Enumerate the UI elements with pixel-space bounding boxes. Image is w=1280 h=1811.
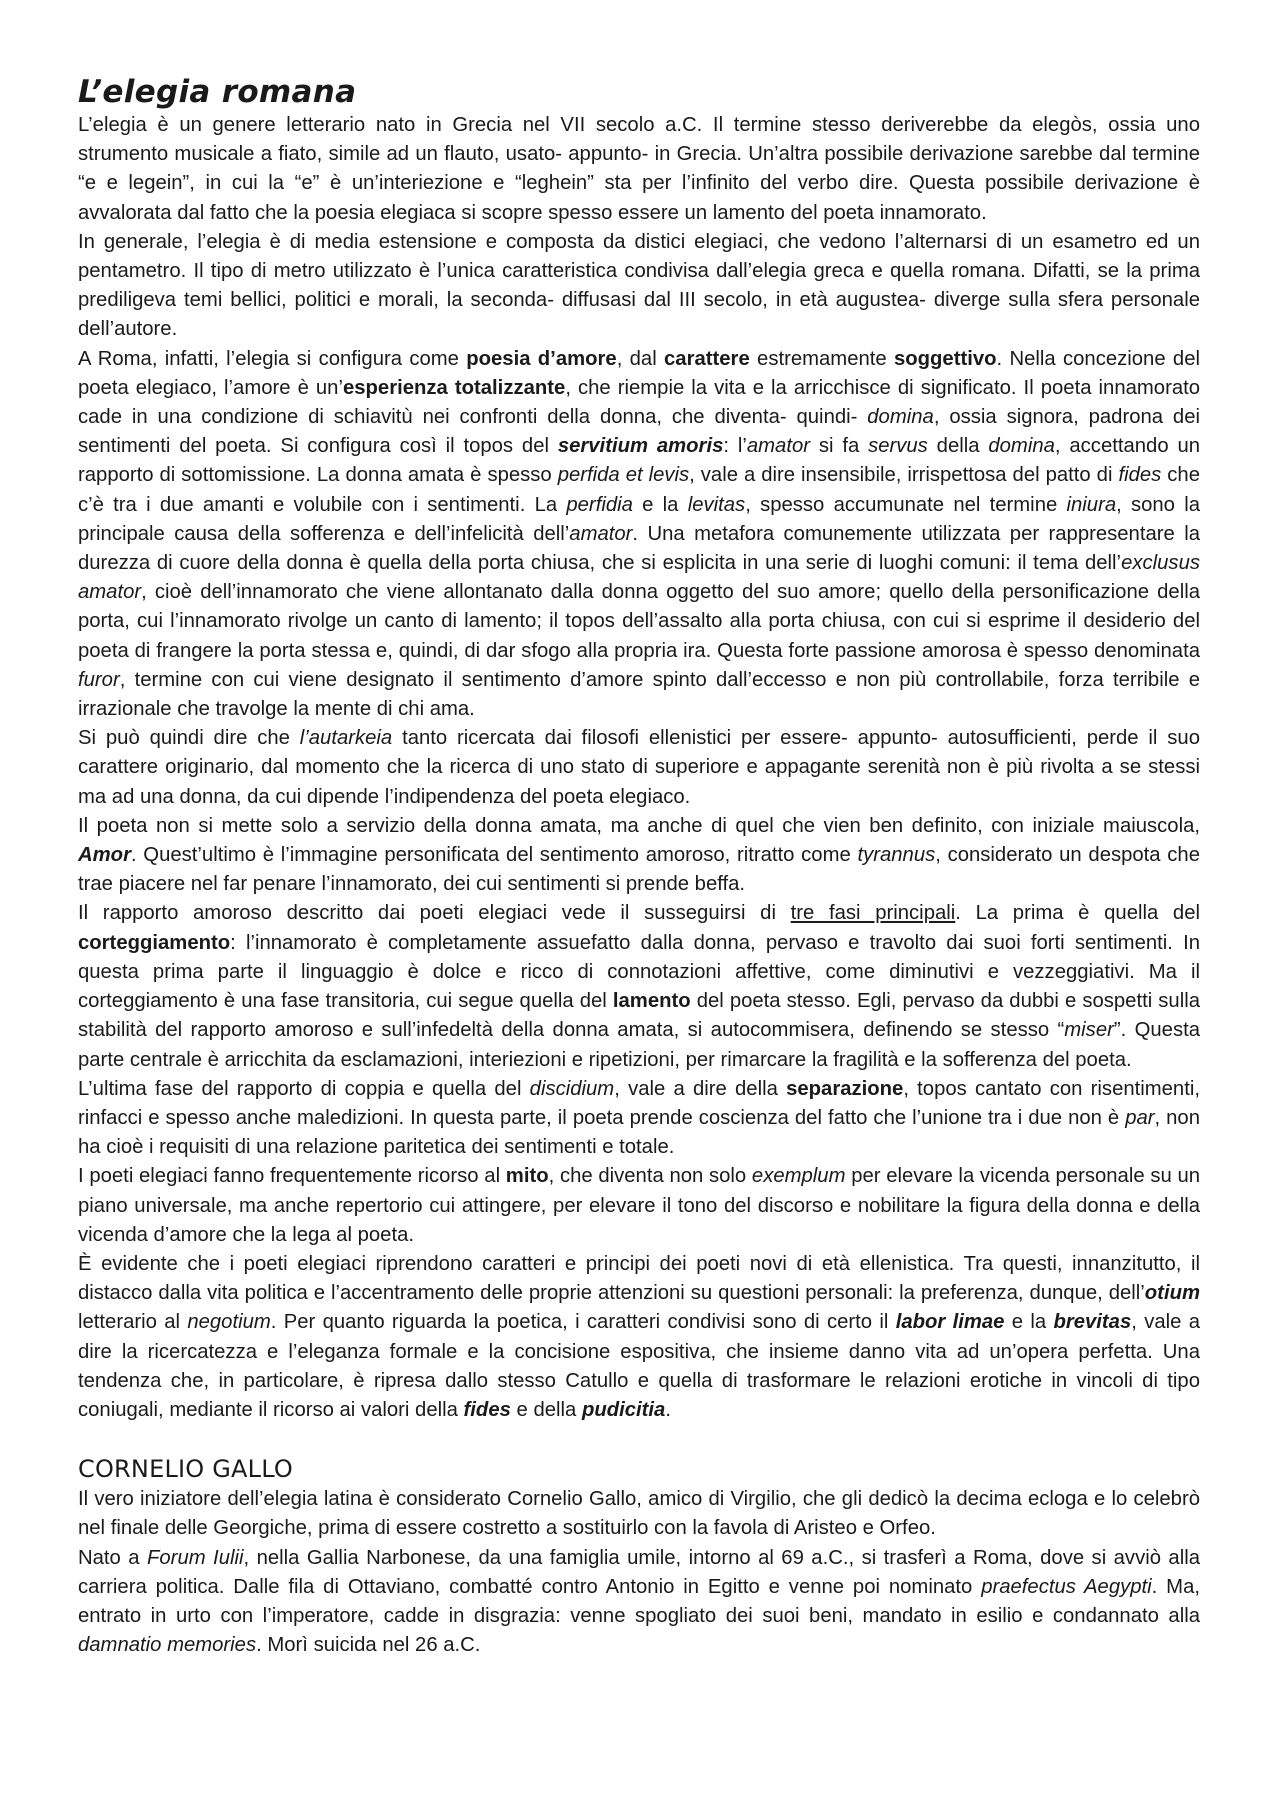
text-run: della <box>927 435 989 458</box>
emphasized-text: miser <box>1064 1019 1114 1042</box>
emphasized-text: furor <box>78 668 120 691</box>
emphasized-text: par <box>1125 1106 1155 1129</box>
emphasized-text: iniura <box>1066 493 1117 516</box>
text-run: , vale a dire della <box>614 1077 787 1100</box>
document-page <box>78 72 1200 1660</box>
text-run: del poeta stesso. Egli, pervaso da dubbi e sospetti sulla stabilità del rapporto amoroso e sull’infedeltà della donna amata, si autocommisera, definendo se stesso “ <box>78 990 1200 1042</box>
emphasized-text: poesia d’amore <box>466 347 617 370</box>
text-run: , che riempie la vita e la arricchisce di significato. Il poeta innamorato cade in una condizione di schiavitù nei confronti della donna, che diventa- quindi- <box>78 376 1201 429</box>
emphasized-text: fides <box>1118 464 1162 487</box>
text-run: . Una metafora comunemente utilizzata per rappresentare la durezza di cuore della donna è quella della porta chiusa, che si esplicita in una serie di luoghi comuni: il tema dell’ <box>78 522 1200 575</box>
text-run: . Nella concezione del poeta elegiaco, l’amore è un’ <box>78 347 1200 399</box>
paragraph <box>78 1075 1200 1163</box>
text-run: . <box>665 1398 671 1421</box>
text-run: , dal <box>616 347 665 370</box>
paragraph <box>78 724 1200 812</box>
emphasized-text: servitium amoris <box>557 435 724 458</box>
emphasized-text: tyrannus <box>857 844 936 867</box>
paragraph <box>78 1544 1200 1661</box>
emphasized-text: levitas <box>687 493 746 516</box>
text-run: , vale a dire la ricercatezza e l’eleganza formale e la concisione espositiva, che insieme danno vita ad un’opera perfetta. Una tendenza che, in particolare, è ripresa dallo stesso Catullo e quella di trasformare le relazioni erotiche in vincoli di tipo coniugali, mediante il ricorso ai valori della <box>78 1311 1200 1421</box>
text-run: , accettando un rapporto di sottomissione. La donna amata è spesso <box>78 435 1201 487</box>
text-run: e la <box>1004 1311 1054 1334</box>
text-run: . Per quanto riguarda la poetica, i caratteri condivisi sono di certo il <box>270 1311 896 1334</box>
text-run: , spesso accumunate nel termine <box>745 493 1067 516</box>
text-run: , sono la principale causa della sofferenza e dell’infelicità dell’ <box>78 493 1200 545</box>
emphasized-text: mito <box>505 1165 549 1188</box>
emphasized-text: domina <box>988 435 1055 458</box>
emphasized-text: brevitas <box>1053 1311 1132 1334</box>
text-run: , cioè dell’innamorato che viene allontanato dalla donna oggetto del suo amore; quello della personificazione della porta, cui l’innamorato rivolge un canto di lamento; il topos dell’assalto alla porta chiusa, con cui si esprime il desiderio del poeta di frangere la porta stessa e, quindi, di dar sfogo alla propria ira. Questa forte passione amorosa è spesso denominata <box>78 581 1200 662</box>
emphasized-text: separazione <box>786 1077 904 1100</box>
text-run: , nella Gallia Narbonese, da una famiglia umile, intorno al 69 a.C., si trasferì a Roma, dove si avviò alla carriera politica. Dalle fila di Ottaviano, combatté contro Antonio in Egitto e venne poi nominato <box>78 1546 1201 1598</box>
emphasized-text: perfida et levis <box>557 464 690 487</box>
emphasized-text: fides <box>463 1398 511 1421</box>
paragraph <box>78 228 1200 345</box>
emphasized-text: domina <box>867 406 934 429</box>
text-run: Il poeta non si mette solo a servizio della donna amata, ma anche di quel che vien ben definito, con iniziale maiuscola, <box>78 814 1200 837</box>
text-run: per elevare la vicenda personale su un piano universale, ma anche repertorio cui attingere, per elevare il tono del discorso e nobilitare la figura della donna e della vicenda d’amore che la lega al poeta. <box>78 1165 1201 1246</box>
emphasized-text: corteggiamento <box>78 931 231 954</box>
paragraph <box>78 1485 1200 1543</box>
emphasized-text: Forum Iulii <box>147 1546 244 1569</box>
emphasized-text: exemplum <box>751 1165 846 1188</box>
emphasized-text: damnatio memories <box>78 1634 257 1657</box>
paragraph <box>78 111 1200 228</box>
paragraph <box>78 1162 1200 1250</box>
text-run: : l’ <box>723 435 747 458</box>
text-run: I poeti elegiaci fanno frequentemente ricorso al <box>78 1165 506 1188</box>
emphasized-text: perfidia <box>566 493 633 516</box>
text-run: In generale, l’elegia è di media estensione e composta da distici elegiaci, che vedono l’alternarsi di un esametro ed un pentametro. Il tipo di metro utilizzato è l’unica caratteristica condivisa dall’elegia greca e quella romana. Difatti, se la prima prediligeva temi bellici, politici e morali, la seconda- diffusasi dal III secolo, in età augustea- diverge sulla sfera personale dell’autore. <box>78 230 1200 341</box>
text-run: . Morì suicida nel 26 a.C. <box>256 1634 481 1657</box>
text-run: : l’innamorato è completamente assuefatto dalla donna, pervaso e travolto dai suoi forti sentimenti. In questa prima parte il linguaggio è dolce e ricco di connotazioni affettive, come diminutivi e vezzeggiativi. Ma il corteggiamento è una fase transitoria, cui segue quella del <box>78 931 1200 1013</box>
document-title: L’elegia romana <box>78 74 357 110</box>
emphasized-text: praefectus Aegypti <box>981 1575 1152 1598</box>
text-run: Nato a <box>78 1546 148 1569</box>
emphasized-text: esperienza totalizzante <box>342 376 566 399</box>
section-body <box>78 1485 1200 1660</box>
text-run: tanto ricercata dai filosofi ellenistici per essere- appunto- autosufficienti, perde il suo carattere originario, dal momento che la ricerca di uno stato di superiore e appagante serenità non è più rivolta a se stessi ma ad una donna, da cui dipende l’indipendenza del poeta elegiaco. <box>78 727 1200 808</box>
text-run: . Quest’ultimo è l’immagine personificata del sentimento amoroso, ritratto come <box>130 844 858 867</box>
text-run: , termine con cui viene designato il sentimento d’amore spinto dall’eccesso e non più controllabile, forza terribile e irrazionale che travolge la mente di chi ama. <box>78 668 1200 721</box>
text-run: e la <box>632 493 688 516</box>
paragraph <box>78 345 1200 725</box>
emphasized-text: labor limae <box>895 1311 1005 1334</box>
text-run: Si può quindi dire che <box>78 727 300 750</box>
paragraph <box>78 812 1200 900</box>
text-run: , considerato un despota che trae piacere nel far penare l’innamorato, dei cui sentimenti si prende beffa. <box>78 844 1200 896</box>
emphasized-text: carattere <box>664 347 750 370</box>
emphasized-text: servus <box>868 435 928 458</box>
text-run: . La prima è quella del <box>955 902 1200 925</box>
emphasized-text: discidium <box>529 1077 615 1100</box>
text-run: ”. Questa parte centrale è arricchita da esclamazioni, interiezioni e ripetizioni, per rimarcare la fragilità e la sofferenza del poeta. <box>78 1019 1200 1071</box>
emphasized-text: soggettivo <box>893 347 997 370</box>
emphasized-text: pudicitia <box>581 1398 666 1421</box>
emphasized-text: otium <box>1144 1282 1200 1305</box>
emphasized-text: amator <box>746 435 810 458</box>
text-run: , vale a dire insensibile, irrispettosa del patto di <box>689 464 1119 487</box>
paragraph <box>78 1250 1200 1425</box>
text-run: e della <box>510 1398 582 1421</box>
emphasized-text: negotium <box>187 1311 271 1334</box>
text-run: L’ultima fase del rapporto di coppia e quella del <box>78 1077 530 1100</box>
text-run: , che diventa non solo <box>548 1165 752 1188</box>
emphasized-text: Amor <box>78 844 131 867</box>
text-run: , non ha cioè i requisiti di una relazione paritetica dei sentimenti e totale. <box>78 1106 1200 1159</box>
text-run: estremamente <box>749 347 894 370</box>
text-run: che c’è tra i due amanti e volubile con i sentimenti. La <box>78 464 1200 516</box>
text-run: , topos cantato con risentimenti, rinfacci e spesso anche maledizioni. In questa parte, il poeta prende coscienza del fatto che l’unione tra i due non è <box>78 1077 1200 1129</box>
emphasized-text: amator <box>569 522 633 545</box>
text-run: Il vero iniziatore dell’elegia latina è considerato Cornelio Gallo, amico di Virgilio, che gli dedicò la decima ecloga e lo celebrò nel finale delle Georgiche, prima di essere costretto a sostituirlo con la favola di Aristeo e Orfeo. <box>78 1488 1200 1540</box>
text-run: si fa <box>809 435 869 458</box>
text-run: L’elegia è un genere letterario nato in Grecia nel VII secolo a.C. Il termine stesso deriverebbe da elegòs, ossia uno strumento musicale a fiato, simile ad un flauto, usato- appunto- in Grecia. Un’altra possibile derivazione sarebbe dal termine “e e legein”, in cui la “e” è un’interiezione e “leghein” sta per l’infinito del verbo dire. Questa possibile derivazione è avvalorata dal fatto che la poesia elegiaca si scopre spesso essere un lamento del poeta innamorato. <box>78 114 1200 224</box>
paragraph <box>78 899 1200 1074</box>
text-run: È evidente che i poeti elegiaci riprendono caratteri e principi dei poeti novi di età ellenistica. Tra questi, innanzitutto, il distacco dalla vita politica e l’accentramento delle proprie attenzioni su questioni personali: la preferenza, dunque, dell’ <box>78 1252 1200 1305</box>
text-run: , ossia signora, padrona dei sentimenti del poeta. Si configura così il topos del <box>78 406 1200 458</box>
section-heading: CORNELIO GALLO <box>78 1455 294 1484</box>
emphasized-text: lamento <box>612 990 691 1013</box>
text-run: . Ma, entrato in urto con l’imperatore, cadde in disgrazia: venne spogliato dei suoi beni, mandato in esilio e condannato alla <box>78 1575 1200 1627</box>
emphasized-text: tre fasi principali <box>790 902 956 925</box>
emphasized-text: l’autarkeia <box>299 727 393 750</box>
text-run: Il rapporto amoroso descritto dai poeti elegiaci vede il susseguirsi di <box>78 902 791 925</box>
text-run: A Roma, infatti, l’elegia si configura come <box>78 347 467 370</box>
emphasized-text: exclusus amator <box>78 552 1200 604</box>
text-run: letterario al <box>78 1311 188 1334</box>
document-body <box>78 111 1200 1425</box>
